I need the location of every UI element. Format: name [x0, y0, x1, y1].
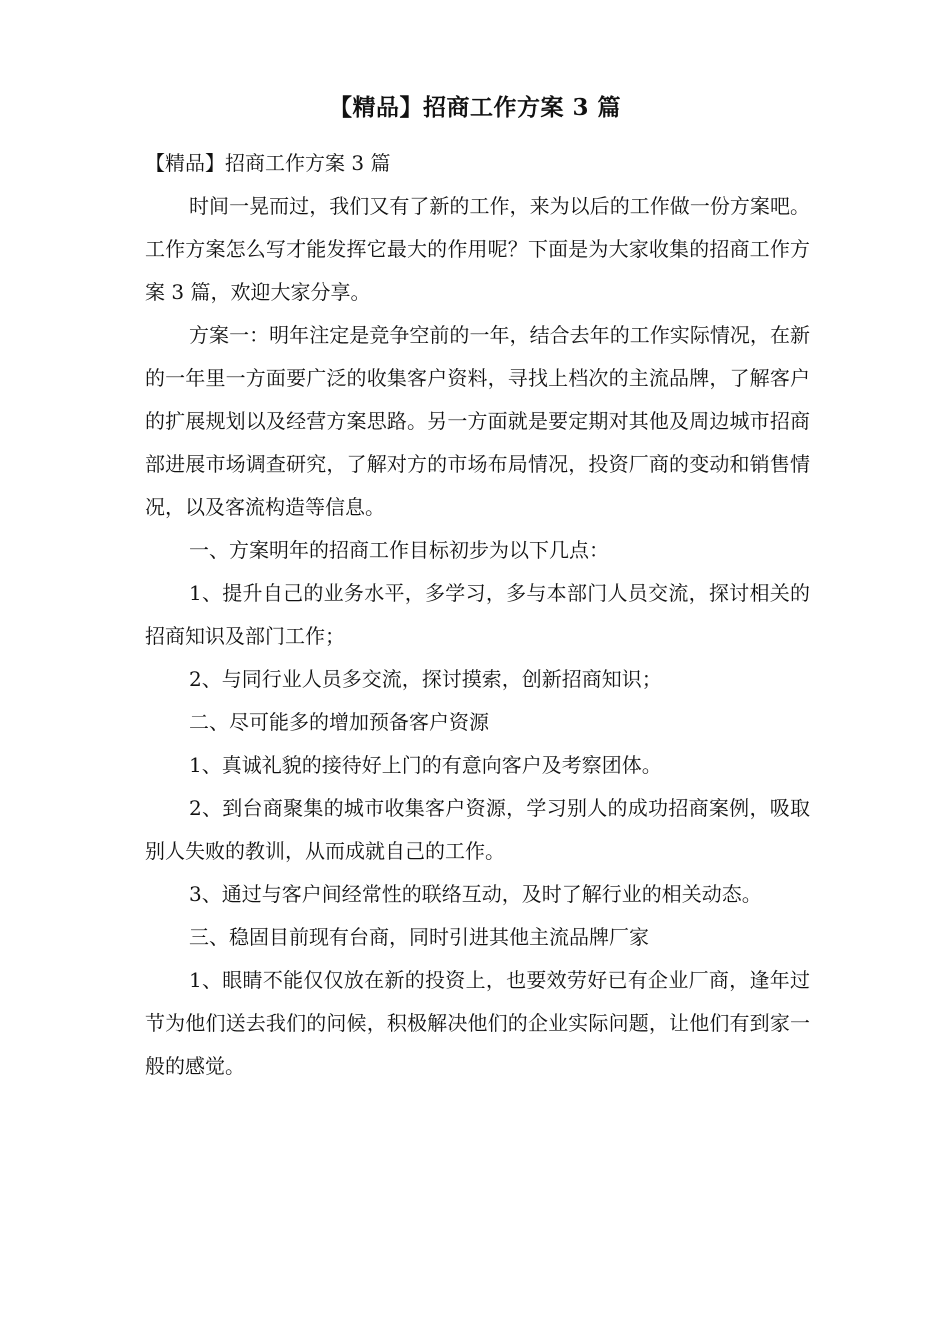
list-item: 3、通过与客户间经常性的联络互动，及时了解行业的相关动态。	[189, 882, 762, 906]
list-item: 1、眼睛不能仅仅放在新的投资上，也要效劳好已有企业厂商，逢年过节为他们送去我们的问候，积极解决他们的企业实际问题，让他们有到家一般的感觉。	[145, 968, 810, 1078]
plan-one-paragraph: 方案一：明年注定是竞争空前的一年，结合去年的工作实际情况，在新的一年里一方面要广泛的收集客户资料，寻找上档次的主流品牌，了解客户的扩展规划以及经营方案思路。另一方面就是要定期对其他及周边城市招商部进展市场调查研究，了解对方的市场布局情况，投资厂商的变动和销售情况，以及客流构造等信息。	[145, 323, 810, 519]
document-body	[145, 142, 810, 1088]
list-item: 2、到台商聚集的城市收集客户资源，学习别人的成功招商案例，吸取别人失败的教训，从而成就自己的工作。	[145, 796, 810, 863]
section-heading-2: 二、尽可能多的增加预备客户资源	[189, 710, 489, 734]
section-heading-3: 三、稳固目前现有台商，同时引进其他主流品牌厂家	[189, 925, 649, 949]
list-item: 2、与同行业人员多交流，探讨摸索，创新招商知识；	[189, 667, 662, 691]
intro-paragraph: 时间一晃而过，我们又有了新的工作，来为以后的工作做一份方案吧。工作方案怎么写才能发挥它最大的作用呢？下面是为大家收集的招商工作方案 3 篇，欢迎大家分享。	[145, 194, 810, 304]
section-heading-1: 一、方案明年的招商工作目标初步为以下几点：	[189, 538, 609, 562]
document-title: 【精品】招商工作方案 3 篇	[328, 94, 622, 121]
list-item: 1、提升自己的业务水平，多学习，多与本部门人员交流，探讨相关的招商知识及部门工作；	[145, 581, 810, 648]
list-item: 1、真诚礼貌的接待好上门的有意向客户及考察团体。	[189, 753, 662, 777]
subtitle-paragraph: 【精品】招商工作方案 3 篇	[145, 151, 391, 175]
